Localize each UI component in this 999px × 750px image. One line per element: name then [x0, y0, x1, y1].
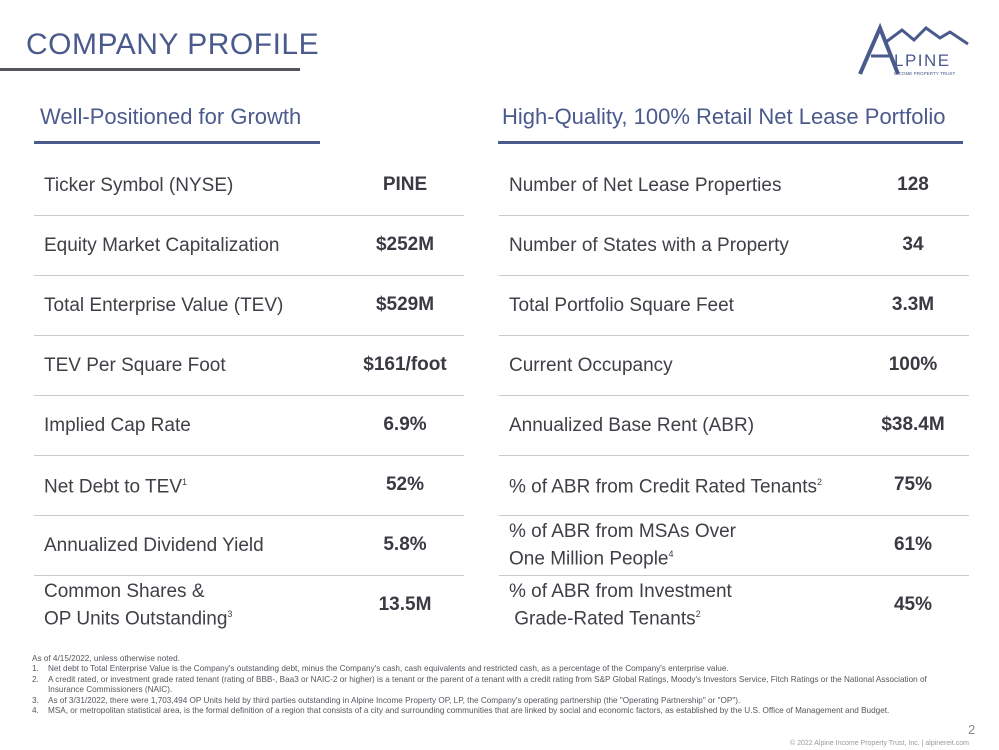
mountain-logo-icon [856, 22, 974, 78]
table-row [499, 455, 969, 515]
metric-label [34, 580, 232, 630]
metric-label [34, 234, 280, 257]
logo-tagline: INCOME PROPERTY TRUST [894, 71, 956, 76]
metric-label-text: Number of Net Lease Properties [509, 174, 782, 196]
metric-label-text: Current Occupancy [509, 354, 673, 376]
metric-value: 75% [893, 474, 933, 495]
table-row [34, 155, 464, 215]
metric-label-text: % of ABR from Investment [509, 580, 732, 602]
metric-label [34, 534, 264, 557]
footnote-marker: 4 [668, 548, 674, 559]
alpine-logo [856, 22, 974, 78]
footnote-intro: As of 4/15/2022, unless otherwise noted. [32, 654, 180, 663]
metric-label [34, 471, 187, 498]
metric-value: 13.5M [378, 594, 432, 615]
page-title: COMPANY PROFILE [26, 28, 320, 61]
metric-label [34, 174, 233, 197]
table-row [34, 335, 464, 395]
metric-label [499, 580, 732, 630]
metric-label-line2: OP Units Outstanding [44, 608, 228, 630]
metric-value: $252M [375, 234, 435, 255]
footnote-item [32, 696, 932, 706]
metric-label [499, 174, 781, 197]
table-row [499, 575, 969, 635]
footnote-item [32, 706, 932, 716]
metric-label-text: Number of States with a Property [509, 234, 789, 256]
footnote-text: A credit rated, or investment grade rated tenant (rating of BBB-, Baa3 or NAIC-2 or higher) is a tenant or the parent of a tenant with a credit rating from S&P Global Ratings, Moody's Investors Service, Fitch Ratings or the National Association of Insurance Commissioners (NAIC). [48, 674, 927, 695]
right-heading: High-Quality, 100% Retail Net Lease Portfolio [502, 104, 946, 129]
metric-label [499, 354, 673, 377]
metric-label-text: Common Shares & [44, 580, 205, 602]
metric-value: 6.9% [383, 414, 427, 435]
metric-value: 5.8% [383, 534, 427, 555]
footnote-text: MSA, or metropolitan statistical area, is the formal definition of a region that consists of a city and surrounding communities that are linked by social and economic factors, as established by the U.S. Office of Management and Budget. [48, 706, 890, 716]
right-heading-rule [498, 141, 963, 144]
metric-value: $38.4M [881, 414, 945, 435]
metric-label [34, 294, 283, 317]
table-row [34, 275, 464, 335]
metric-value: 61% [893, 534, 933, 555]
metric-label-text: Annualized Base Rent (ABR) [509, 414, 755, 436]
metric-label-text: Total Portfolio Square Feet [509, 294, 734, 316]
left-heading-rule [34, 141, 320, 144]
metric-label [499, 234, 789, 257]
footnote-text: As of 3/31/2022, there were 1,703,494 OP Units held by third parties outstanding in Alpine Income Property OP, LP, the Company's operating partnership (the "Operating Partnership" or "OP"). [48, 695, 741, 705]
metric-value: 100% [888, 354, 938, 375]
metric-value: PINE [382, 174, 428, 195]
metric-label-text: Annualized Dividend Yield [44, 534, 264, 556]
metric-value: 128 [897, 174, 929, 195]
title-underline [0, 68, 300, 71]
footnote-number: 3. [32, 695, 39, 705]
footnote-marker: 1 [182, 477, 188, 488]
footnote-marker: 3 [227, 608, 233, 619]
table-row [34, 215, 464, 275]
table-row [34, 395, 464, 455]
metric-label-text: Implied Cap Rate [44, 414, 191, 436]
footnotes [32, 654, 932, 716]
metric-label-text: TEV Per Square Foot [44, 354, 226, 376]
table-row [34, 575, 464, 635]
metric-label [499, 414, 754, 437]
metric-value: 3.3M [891, 294, 935, 315]
table-row [34, 515, 464, 575]
metric-label [34, 354, 226, 377]
left-heading: Well-Positioned for Growth [40, 104, 302, 129]
logo-wordmark: LPINE [894, 51, 951, 70]
metric-label-text: Net Debt to TEV [44, 476, 182, 498]
metric-value: $529M [375, 294, 435, 315]
table-row [34, 455, 464, 515]
table-row [499, 275, 969, 335]
metric-label-text: Equity Market Capitalization [44, 234, 280, 256]
metric-label [499, 294, 734, 317]
footnote-item [32, 675, 932, 696]
metric-value: $161/foot [363, 354, 447, 375]
table-row [499, 335, 969, 395]
footnote-item [32, 664, 932, 674]
footnote-number: 4. [32, 706, 39, 716]
copyright: © 2022 Alpine Income Property Trust, Inc. | alpinereit.com [790, 740, 969, 747]
metric-label-line2: Grade-Rated Tenants [509, 608, 696, 630]
metric-value: 52% [385, 474, 425, 495]
metric-label-text: Ticker Symbol (NYSE) [44, 174, 234, 196]
metric-label [499, 520, 736, 570]
footnote-number: 2. [32, 674, 39, 684]
footnote-marker: 2 [817, 477, 823, 488]
table-row [499, 215, 969, 275]
footnote-marker: 2 [695, 608, 701, 619]
metric-value: 45% [893, 594, 933, 615]
footnote-number: 1. [32, 664, 39, 674]
metric-label-line2: One Million People [509, 548, 669, 570]
metric-label-text: Total Enterprise Value (TEV) [44, 294, 284, 316]
table-row [499, 395, 969, 455]
metric-label [499, 471, 822, 498]
table-row [499, 515, 969, 575]
metric-label [34, 414, 191, 437]
page-number: 2 [968, 722, 976, 737]
metric-label-text: % of ABR from Credit Rated Tenants [509, 476, 818, 498]
footnote-text: Net debt to Total Enterprise Value is the Company's outstanding debt, minus the Company's cash, cash equivalents and restricted cash, as a percentage of the Company's enterprise value. [48, 664, 729, 674]
table-row [499, 155, 969, 215]
metric-value: 34 [902, 234, 924, 255]
metric-label-text: % of ABR from MSAs Over [509, 520, 736, 542]
